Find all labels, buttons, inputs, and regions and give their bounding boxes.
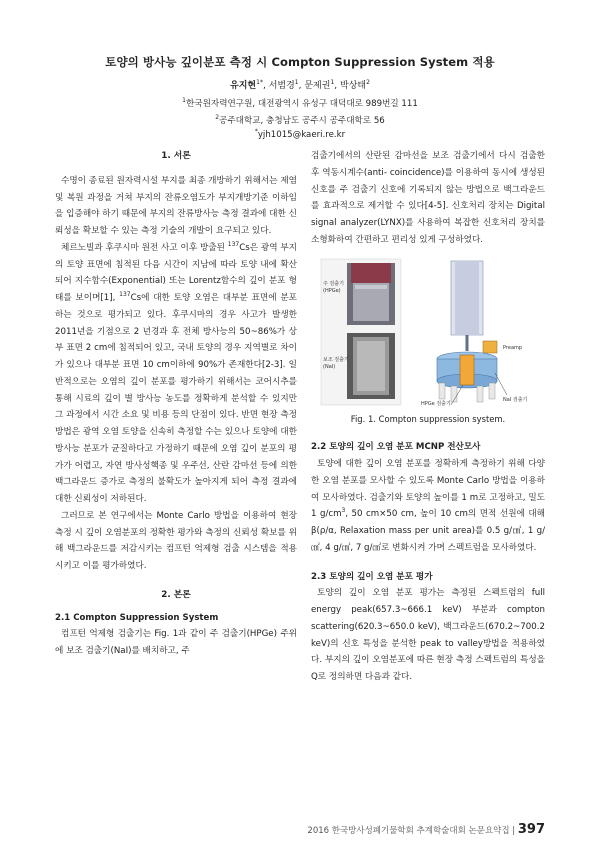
left-column	[55, 148, 297, 660]
affiliation-2: $^2$공주대학교, 충청남도 공주시 공주대학로 56	[215, 114, 385, 126]
intro-paragraph-3: 그러므로 본 연구에서는 Monte Carlo 방법을 이용하여 현장 측정 시 깊이 오염분포의 정확한 평가와 측정의 신뢰성 확보를 위해 백그라운드를 저감시키는 컴프턴 억제형 검출 시스템을 적용시키고 이를 평가하였다.	[55, 510, 297, 571]
footer-separator: |	[512, 826, 516, 836]
body-paragraph-2-3: 토양의 깊이 오염 분포 평가는 측정된 스펙트럼의 full energy peak(657.3~666.1 keV) 부분과 compton scattering(620.3~650.0 keV), 백그라운드(670.2~700.2 keV)의 신호 특성을 분석한 peak to valley방법을 적용하였다. 부지의 깊이 오염분포에 따른 현장 측정 스펙트럼의 특성을 Q로 정의하면 다음과 같다.	[311, 588, 545, 682]
author-3: 문제권	[304, 81, 331, 91]
figure-1-caption: Fig. 1. Compton suppression system.	[350, 413, 506, 424]
author-main: 유지현	[230, 81, 257, 91]
fig-label-nai: NaI 검출기	[503, 396, 528, 403]
body-paragraph-2-1-cont: 검출기에서의 산란된 감마선을 보조 검출기에서 다시 검출한 후 역동시계수(anti- coincidence)를 이용하여 동시에 생성된 신호를 주 검출기 신호에 기록되지 않는 방법으로 백그라운드를 효과적으로 제거할 수 있다[4-5]. 신호처리 장치는 Digital signal analyzer(LYNX)를 사용하여 복잡한 신호처리 장치를 소형화하여 간편하고 편리성 있게 구성하였다.	[311, 151, 545, 245]
intro-paragraph-2: 체르노빌과 후쿠시마 원전 사고 이후 방출된 $^{137}$Cs은 광역 부지의 토양 표면에 침적된 다음 시간이 지남에 따라 토양 내에 확산되어 지수함수(Exponential) 또는 Lorentz함수의 깊이 분포 형태를 보이며[1], $^{137}$Cs에 대한 토양 오염은 대부분 표면에 분포하는 것으로 평가되고 있다. 후쿠시마의 경우 사고가 발생한 2011년을 기점으로 2 년경과 후 전체 방사능의 50~86%가 상부 표면 2 cm에 침적되어 있고, 국내 토양의 경우 지역별로 차이가 있으나 대부분 표면 10 cm이하에 90%가 존재한다[2-3]. 일반적으로는 오염의 깊이 분포를 평가하기 위해서는 코어시추를 통해 시료의 깊이 별 방사능 농도를 정확하게 분석할 수 있지만 그 과정에서 시간 소요 및 비용 등의 단점이 있다. 반면 현장 측정방법은 광역 오염 토양을 신속히 측정할 수는 있으나 토양에 대한 방사능 분포가 균질하다고 가정하기 때문에 오염 깊이 분포의 평가가 어렵고, 자연 방사성핵종 및 우주선, 산란 감마선 등에 의한 백그라운드 증가로 측정의 불확도가 높아지게 되어 측정 결과에 대한 신뢰성이 저하된다.	[55, 240, 297, 504]
fig-label-aux-2: (NaI)	[323, 363, 336, 370]
fig-label-main-2: (HPGe)	[323, 287, 341, 294]
paper-title: 토양의 방사능 깊이분포 측정 시 Compton Suppression System 적용	[105, 55, 495, 69]
author-main-sup: 1*	[256, 79, 263, 86]
intro-paragraph-1: 수명이 종료된 원자력시설 부지를 최종 개방하기 위해서는 제염 및 복원 과정을 거쳐 부지의 잔류오염도가 부지개방기준 이하임을 입증해야 하기 때문에 부지의 잔류방사능 측정 결과에 대한 신뢰성을 확보할 수 있는 측정 기술의 개발이 요구되고 있다.	[55, 175, 297, 236]
author-email: *yjh1015@kaeri.re.kr	[254, 128, 346, 140]
fig-label-main: 주 검출기	[323, 280, 344, 287]
fig-label-preamp: Preamp	[503, 344, 523, 351]
author-4-sup: 2	[366, 79, 370, 86]
author-line: 유지현$^{1*}$, 서범경$^1$, 문제권$^1$, 박상태$^2$	[230, 79, 370, 91]
subsection-2-2-heading: 2.2 토양의 깊이 오염 분포 MCNP 전산모사	[311, 442, 481, 453]
page-footer	[307, 822, 545, 837]
footer-text: 2016 한국방사성폐기물학회 추계학술대회 논문요약집	[307, 826, 510, 836]
body-paragraph-2-2: 토양에 대한 깊이 오염 분포를 정확하게 측정하기 위해 다양한 오염 분포를 모사할 수 있도록 Monte Carlo 방법을 이용하여 모사하였다. 검출기와 토양의 높이를 1 m로 고정하고, 밀도 1 $g/cm^3$, 50 cm×50 cm, 높이 10 cm의 면적 선원에 대해 β(ρ/α, Relaxation mass per unit area)를 0.5 g/㎠, 1 g/㎠, 4 g/㎠, 7 g/㎠로 변화시켜 가며 스펙트럼을 모사하였다.	[311, 459, 545, 553]
fig-label-hpge: HPGe 검출기	[421, 400, 451, 407]
compton-system-figure	[311, 255, 545, 407]
page-number: 397	[517, 822, 545, 837]
subsection-2-3-heading: 2.3 토양의 깊이 오염 분포 평가	[311, 571, 433, 582]
figure-1	[311, 255, 545, 407]
right-column	[311, 148, 545, 686]
author-3-sup: 1	[330, 79, 335, 86]
affiliation-1: $^1$한국원자력연구원, 대전광역시 유성구 대덕대로 989번길 111	[182, 97, 418, 109]
author-2-sup: 1	[294, 79, 299, 86]
section-1-heading: 1. 서론	[161, 151, 191, 161]
body-paragraph-2-1: 컴프턴 억제형 검출기는 Fig. 1과 같이 주 검출기(HPGe) 주위에 보조 검출기(NaI)를 배치하고, 주	[55, 629, 297, 656]
fig-label-aux: 보조 검출기	[323, 356, 349, 363]
subsection-2-1-heading: 2.1 Compton Suppression System	[55, 612, 219, 623]
author-4: 박상태	[340, 81, 367, 91]
author-2: 서범경	[268, 81, 295, 91]
section-2-heading: 2. 본론	[161, 589, 191, 600]
